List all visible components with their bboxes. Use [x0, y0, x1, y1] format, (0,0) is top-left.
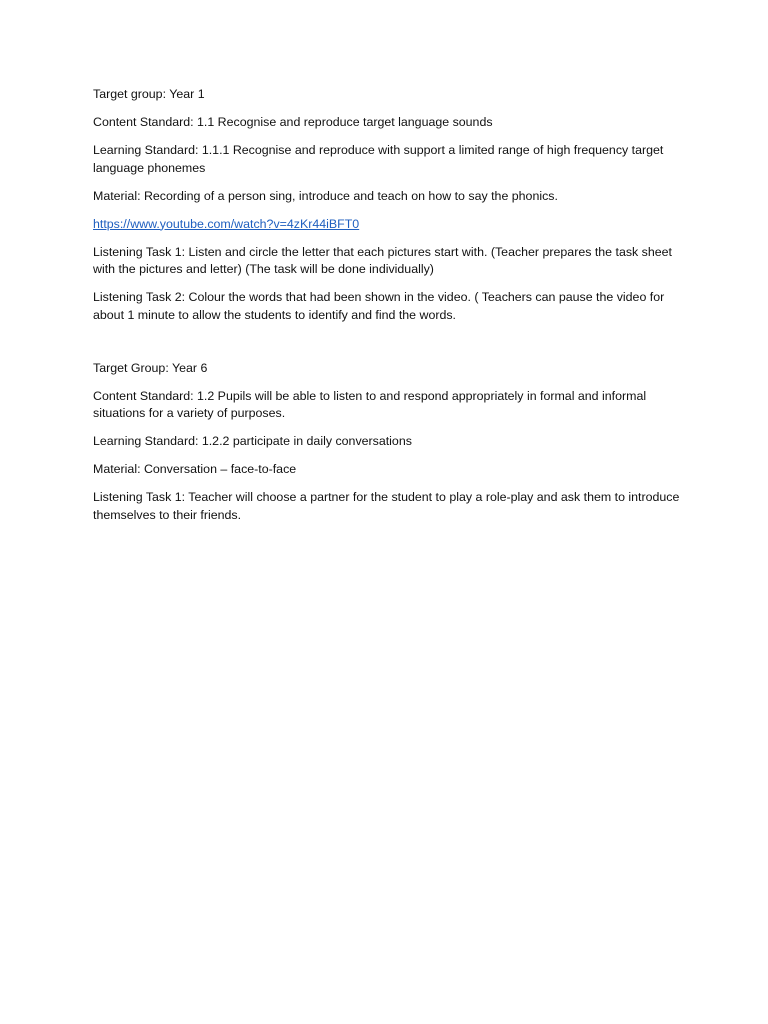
section-spacer — [93, 335, 683, 360]
listening-task-2-year1: Listening Task 2: Colour the words that had been shown in the video. ( Teachers can pause the video for about 1 minute to allow the students to identify and find the words. — [93, 290, 665, 322]
target-group-year6: Target Group: Year 6 — [93, 360, 208, 375]
content-standard-1-1: Content Standard: 1.1 Recognise and reproduce target language sounds — [93, 115, 493, 129]
listening-task-1-year6: Listening Task 1: Teacher will choose a partner for the student to play a role-play and ask them to introduce themselves to their friends. — [93, 490, 680, 522]
listening-task-1-year1: Listening Task 1: Listen and circle the letter that each pictures start with. (Teacher prepares the task sheet with the pictures and letter) (The task will be done individually) — [93, 244, 672, 276]
learning-standard-1-2-2: Learning Standard: 1.2.2 participate in daily conversations — [93, 434, 412, 448]
material-year6: Material: Conversation – face-to-face — [93, 462, 297, 476]
youtube-link[interactable]: https://www.youtube.com/watch?v=4zKr44iBFT0 — [93, 216, 360, 231]
material-year1: Material: Recording of a person sing, introduce and teach on how to say the phonics. — [93, 188, 558, 203]
document-page — [93, 86, 683, 535]
content-standard-1-2: Content Standard: 1.2 Pupils will be able to listen to and respond appropriately in formal and informal situations for a variety of purposes. — [93, 388, 647, 420]
target-group-year1: Target group: Year 1 — [93, 87, 205, 101]
learning-standard-1-1-1: Learning Standard: 1.1.1 Recognise and reproduce with support a limited range of high frequency target language phonemes — [93, 143, 664, 175]
